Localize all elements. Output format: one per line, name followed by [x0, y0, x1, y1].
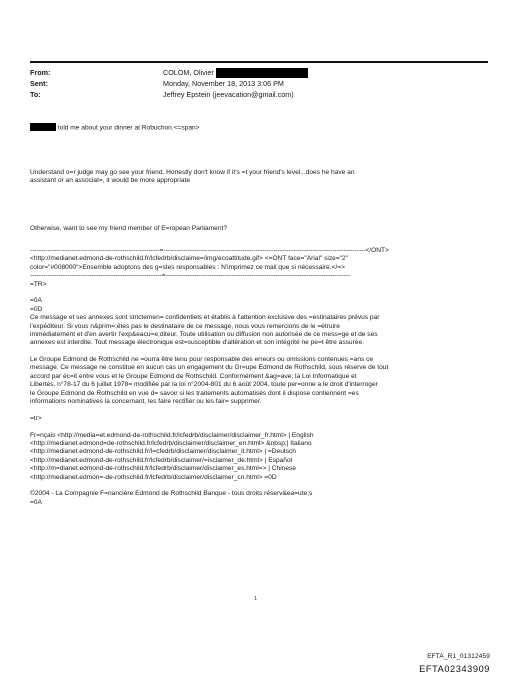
confidentiality-line: immédiatement et d'en avertir l'exp&eacu=e;diteur. Toute utilisation ou diffusion non autorisée de ce mess=ge et de ses — [30, 330, 378, 338]
redaction-block — [30, 123, 56, 131]
disclaimer-line: color="#008000">Ensemble adoptons des g=stes responsables : N'imprimez ce mail que si nécessaire.</=> — [30, 263, 345, 271]
paragraph-line: Otherwise, want to see my friend member of E=ropean Parliament? — [30, 225, 227, 232]
disclaimer-line: <http://medianet.edmond-de-rothschild.fr/lcfedrb/disclaime=/img/ecoattitude.gif> <=ONT face="Arial" size="2" — [30, 255, 349, 263]
language-link-line: Fr=nçais <http://media=et.edmond-de-rothschild.fr/lcfedrb/disclaimer/disclaimer_fr.html> | English — [30, 431, 314, 439]
disclaimer-rule: ------------------------------------------------------------=------------------------------------------------------------------------------------ — [30, 272, 351, 280]
from-label: From: — [30, 68, 51, 77]
markup-fragment: =tr> — [30, 414, 42, 422]
sent-label: Sent: — [30, 79, 48, 88]
page-number: 1 — [254, 596, 258, 602]
disclaimer-rule: -----------------------------------------------------------=--------------------------------------------------------------------------------------------</ONT> — [30, 247, 389, 254]
copyright-line: ©2004 - La Compagnie F=nancière Edmond de Rothschild Banque - tous droits réserv&ea=ute;s — [30, 490, 313, 498]
group-notice-line: informations nominatives la concernant, les faire rectifier ou les fair= supprimer. — [30, 398, 262, 406]
disclaimer-block — [30, 247, 490, 507]
to-label: To: — [30, 90, 41, 99]
markup-fragment: =0D — [30, 305, 43, 313]
intro-line — [30, 123, 490, 131]
confidentiality-line: annexes est interdite. Tout message électronique est=susceptible d'altération et son intégrité ne pe=t être assurée. — [30, 339, 364, 347]
redaction-block — [216, 68, 308, 78]
to-value: Jeffrey Epstein (jeevacation@gmail.com) — [163, 90, 294, 99]
markup-fragment: =TR> — [30, 280, 47, 288]
group-notice-line: Libertés, n°78-17 du 6 juillet 1978= modifiée par la loi n°2004-801 du 6 août 2004, toute per=onne a le droit d'interroger — [30, 381, 378, 389]
confidentiality-line: Ce message et ses annexes sont strictemen= confidentiels et établis à l'attention exclusive des =estinataires prévus par — [30, 314, 380, 322]
paragraph-line: assistant or an associat=, it would be more appropriate — [30, 177, 190, 185]
language-link-line: <http://m=dianet.edmond-de-rothschild.fr/lcfedrb/disclaimer/disclaimer_es.html=> | Chinese — [30, 465, 296, 473]
header-top-rule — [30, 61, 488, 63]
bates-number-large: EFTA02343909 — [419, 664, 490, 674]
confidentiality-line: l'expéditeur. Si vous n&prim=;êtes pas le destinataire de ce message, nous vous remercions de le =étruire — [30, 322, 340, 330]
language-link-line: <http://medianet.edmond-de-rothschild.fr/lcfedrb/disclaimer/=isclaimer_de.html> | Español — [30, 456, 293, 464]
message-paragraph-1 — [30, 169, 490, 186]
message-paragraph-2 — [30, 225, 490, 233]
language-link-line: <http://medianet.edmon=-de-rothschild.fr/lcfedrb/disclaimer/disclaimer_cn.html> =0D — [30, 473, 277, 481]
language-link-line: <http://medianet.edmond-de-rothschild.fr/l=cfedrb/disclaimer/disclaimer_it.html> | =Deutsch — [30, 448, 296, 456]
sent-value: Monday, November 18, 2013 3:06 PM — [163, 79, 284, 88]
markup-fragment: =0A — [30, 498, 42, 506]
group-notice-line: accord par éc=it entre vous et le Groupe Edmond de Rothschild. Conformément &ag=ave; la Loi Informatique et — [30, 372, 357, 380]
group-notice-line: le Groupe Edmond de Rothschild en vue d= savoir si les traitements automatisés dont il dispose contiennent =es — [30, 389, 359, 397]
paragraph-line: Understand o=r judge may go see your friend. Honestly don't know if it's =t your friend's level...does he have an — [30, 169, 355, 176]
group-notice-line: Le Groupe Edmond de Rothschild ne =ourra être tenu pour responsable des erreurs ou omissions contenues =ans ce — [30, 356, 374, 364]
language-link-line: <http://medianet.edmond=de-rothschild.fr/lcfedrb/disclaimer/disclaimer_en.html> &nbsp;| Italiano — [30, 439, 312, 447]
markup-fragment: =0A — [30, 297, 42, 305]
group-notice-line: message. Ce message ne constitue en aucun cas un engagement du Gr=upe Edmond de Rothschild, sous réserve de tout — [30, 364, 389, 372]
intro-text: told me about your dinner at Robuchon.<=span> — [57, 124, 200, 132]
bates-number-small: EFTA_R1_01312459 — [427, 653, 490, 660]
from-value: COLOM, Olivier — [163, 68, 308, 78]
